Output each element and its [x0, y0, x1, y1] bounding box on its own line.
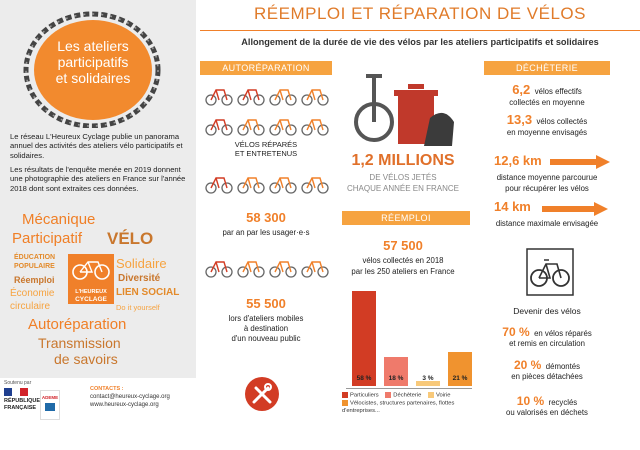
- legend-label-voirie: Voirie: [435, 392, 451, 399]
- mobile-text-line-2: à destination: [243, 324, 289, 333]
- repaired-label-line-1: VÉLOS RÉPARÉS: [234, 140, 298, 149]
- republique-line-2: FRANÇAISE: [4, 404, 37, 411]
- word-education: ÉDUCATION: [14, 254, 56, 261]
- envisaged-text-1: vélos collectés: [536, 117, 588, 126]
- bike-frame-icon: [526, 248, 574, 296]
- repaired-percent-text-1: en vélos réparés: [534, 329, 592, 338]
- reemploi-bar-chart: [346, 286, 472, 386]
- reemploi-banner: RÉEMPLOI: [342, 211, 470, 225]
- legend-swatch-voirie: [428, 392, 434, 398]
- dismantled-percent-text-1: démontés: [545, 362, 581, 371]
- recycled-percent-text-2: ou valorisés en déchets: [506, 408, 588, 417]
- distance-max-text: distance maximale envisagée: [495, 219, 599, 228]
- title-divider: [200, 30, 640, 31]
- repaired-percent-text-2: et remis en circulation: [509, 339, 585, 348]
- collect-text-1: vélos collectés en 2018: [362, 256, 444, 265]
- page-title: RÉEMPLOI ET RÉPARATION DE VÉLOS: [254, 4, 586, 23]
- word-diversite: Diversité: [118, 273, 161, 284]
- word-solidaire: Solidaire: [116, 256, 167, 271]
- word-mecanique: Mécanique: [22, 211, 96, 228]
- logo-bike-icon: [68, 254, 114, 284]
- legend-swatch-velocistes: [342, 400, 348, 406]
- word-circulaire: circulaire: [10, 301, 51, 312]
- distance-max-value: 14 km: [494, 199, 531, 214]
- decheterie-banner: DÉCHÈTERIE: [484, 61, 610, 75]
- arrow-right-long-icon: [542, 202, 608, 216]
- bubble-line-3: et solidaires: [55, 70, 131, 86]
- collect-value: 57 500: [383, 238, 423, 253]
- effective-text-1: vélos effectifs: [534, 87, 582, 96]
- jetes-text-1: DE VÉLOS JETÉS: [369, 173, 437, 182]
- bikes-usagers-icons: [205, 168, 330, 196]
- mobile-value: 55 500: [246, 296, 286, 311]
- decheterie-stat-2: [480, 111, 614, 129]
- repaired-percent: 70 %: [502, 325, 530, 339]
- contact-email[interactable]: contact@heureux-cyclage.org: [90, 394, 170, 400]
- decheterie-stat-1: [480, 81, 614, 99]
- effective-value: 6,2: [512, 82, 531, 97]
- chart-baseline: [346, 388, 472, 389]
- republique-line-1: RÉPUBLIQUE: [4, 398, 41, 404]
- distance-avg-value: 12,6 km: [494, 153, 542, 168]
- contacts-label: CONTACTS :: [90, 386, 124, 392]
- mobile-text-line-3: d'un nouveau public: [231, 334, 301, 343]
- intro-paragraph-2: Les résultats de l'enquête menée en 2019 donnent une photographie des ateliers en France sur l'année 2018 dont sont extraites ces données.: [10, 165, 186, 193]
- word-populaire: POPULAIRE: [14, 263, 55, 270]
- jetes-text-2: CHAQUE ANNÉE EN FRANCE: [346, 184, 460, 193]
- bubble-line-2: participatifs: [57, 54, 129, 70]
- autoreparation-banner: AUTORÉPARATION: [200, 61, 332, 75]
- intro-paragraph-1: Le réseau L'Heureux Cyclage publie un panorama annuel des activités des ateliers vélo participatifs et solidaires.: [10, 132, 183, 160]
- repaired-label-line-2: ET ENTRETENUS: [234, 149, 298, 158]
- chain-circle: [22, 8, 162, 128]
- distance-avg-text-2: pour récupérer les vélos: [505, 184, 589, 193]
- republique-text: [4, 398, 40, 411]
- usagers-text: par an par les usager·e·s: [222, 228, 310, 237]
- footer: [0, 378, 196, 450]
- bike-icon-row-1: [206, 90, 328, 105]
- legend-row-1: [342, 392, 472, 400]
- collect-text-2: par les 250 ateliers en France: [351, 267, 455, 276]
- word-participatif: Participatif: [12, 230, 83, 247]
- ademe-mark-icon: [45, 403, 55, 411]
- recycled-percent-text-1: recyclés: [548, 398, 578, 407]
- dismantled-percent: 20 %: [513, 358, 542, 372]
- word-reemploi: Réemploi: [14, 275, 55, 285]
- effective-text-2: collectés en moyenne: [509, 98, 585, 107]
- chart-legend: [342, 392, 472, 416]
- legend-swatch-particuliers: [342, 392, 348, 398]
- bar-0: [352, 291, 376, 386]
- envisaged-value: 13,3: [506, 112, 533, 127]
- legend-label-particuliers: Particuliers: [350, 392, 379, 399]
- word-de-savoirs: de savoirs: [54, 351, 118, 367]
- left-panel: [0, 0, 196, 450]
- envisaged-text-2: en moyenne envisagés: [506, 128, 588, 137]
- recycled-percent: 10 %: [516, 394, 545, 408]
- bubble-title: [22, 38, 164, 86]
- logo-text-1: L'HEUREUX: [75, 289, 107, 295]
- logo-text-2: CYCLAGE: [75, 296, 107, 303]
- bar-label-2: 3 %: [422, 375, 434, 382]
- distance-avg-text-1: distance moyenne parcourue: [496, 173, 598, 182]
- usagers-value: 58 300: [246, 210, 286, 225]
- page-subtitle: Allongement de la durée de vie des vélos par les ateliers participatifs et solidaires: [241, 37, 599, 47]
- website-link[interactable]: www.heureux-cyclage.org: [90, 402, 159, 408]
- legend-label-velocistes: Vélocistes, structures partenaires, flottes d'entreprises...: [342, 400, 455, 415]
- bar-label-1: 18 %: [388, 375, 404, 382]
- ademe-text: ADEME: [41, 395, 59, 400]
- legend-row-2: [342, 400, 472, 416]
- legend-swatch-decheterie: [385, 392, 391, 398]
- heureux-cyclage-logo: [68, 254, 114, 304]
- word-autoreparation: Autoréparation: [28, 316, 127, 333]
- bubble-line-1: Les ateliers: [57, 38, 129, 54]
- bikes-repaired-icons: [205, 80, 330, 138]
- bar-label-0: 58 %: [356, 375, 372, 382]
- discarded-bike-trash-icon: [352, 66, 462, 150]
- bike-icon-row-2: [206, 120, 328, 135]
- devenir-title: Devenir des vélos: [513, 306, 581, 316]
- word-velo: VÉLO: [107, 229, 154, 248]
- republique-flag-icon: [4, 388, 28, 396]
- word-do-it-yourself: Do it yourself: [116, 303, 160, 312]
- word-economie: Économie: [10, 288, 55, 299]
- repaired-label: [200, 140, 332, 158]
- word-lien-social: LIEN SOCIAL: [116, 287, 180, 298]
- tools-icon: [244, 376, 280, 412]
- legend-label-decheterie: Déchèterie: [393, 392, 422, 399]
- arrow-right-icon: [550, 155, 610, 169]
- dismantled-percent-text-2: en pièces détachées: [511, 372, 583, 381]
- word-transmission: Transmission: [38, 335, 121, 351]
- mobile-text: [200, 314, 332, 344]
- bikes-mobile-icons: [205, 252, 330, 280]
- bar-label-3: 21 %: [452, 375, 468, 382]
- soutenu-par: Soutenu par: [4, 380, 32, 386]
- million-value: 1,2 MILLIONS: [351, 152, 455, 169]
- mobile-text-line-1: lors d'ateliers mobiles: [228, 314, 304, 323]
- ademe-logo: [40, 390, 60, 420]
